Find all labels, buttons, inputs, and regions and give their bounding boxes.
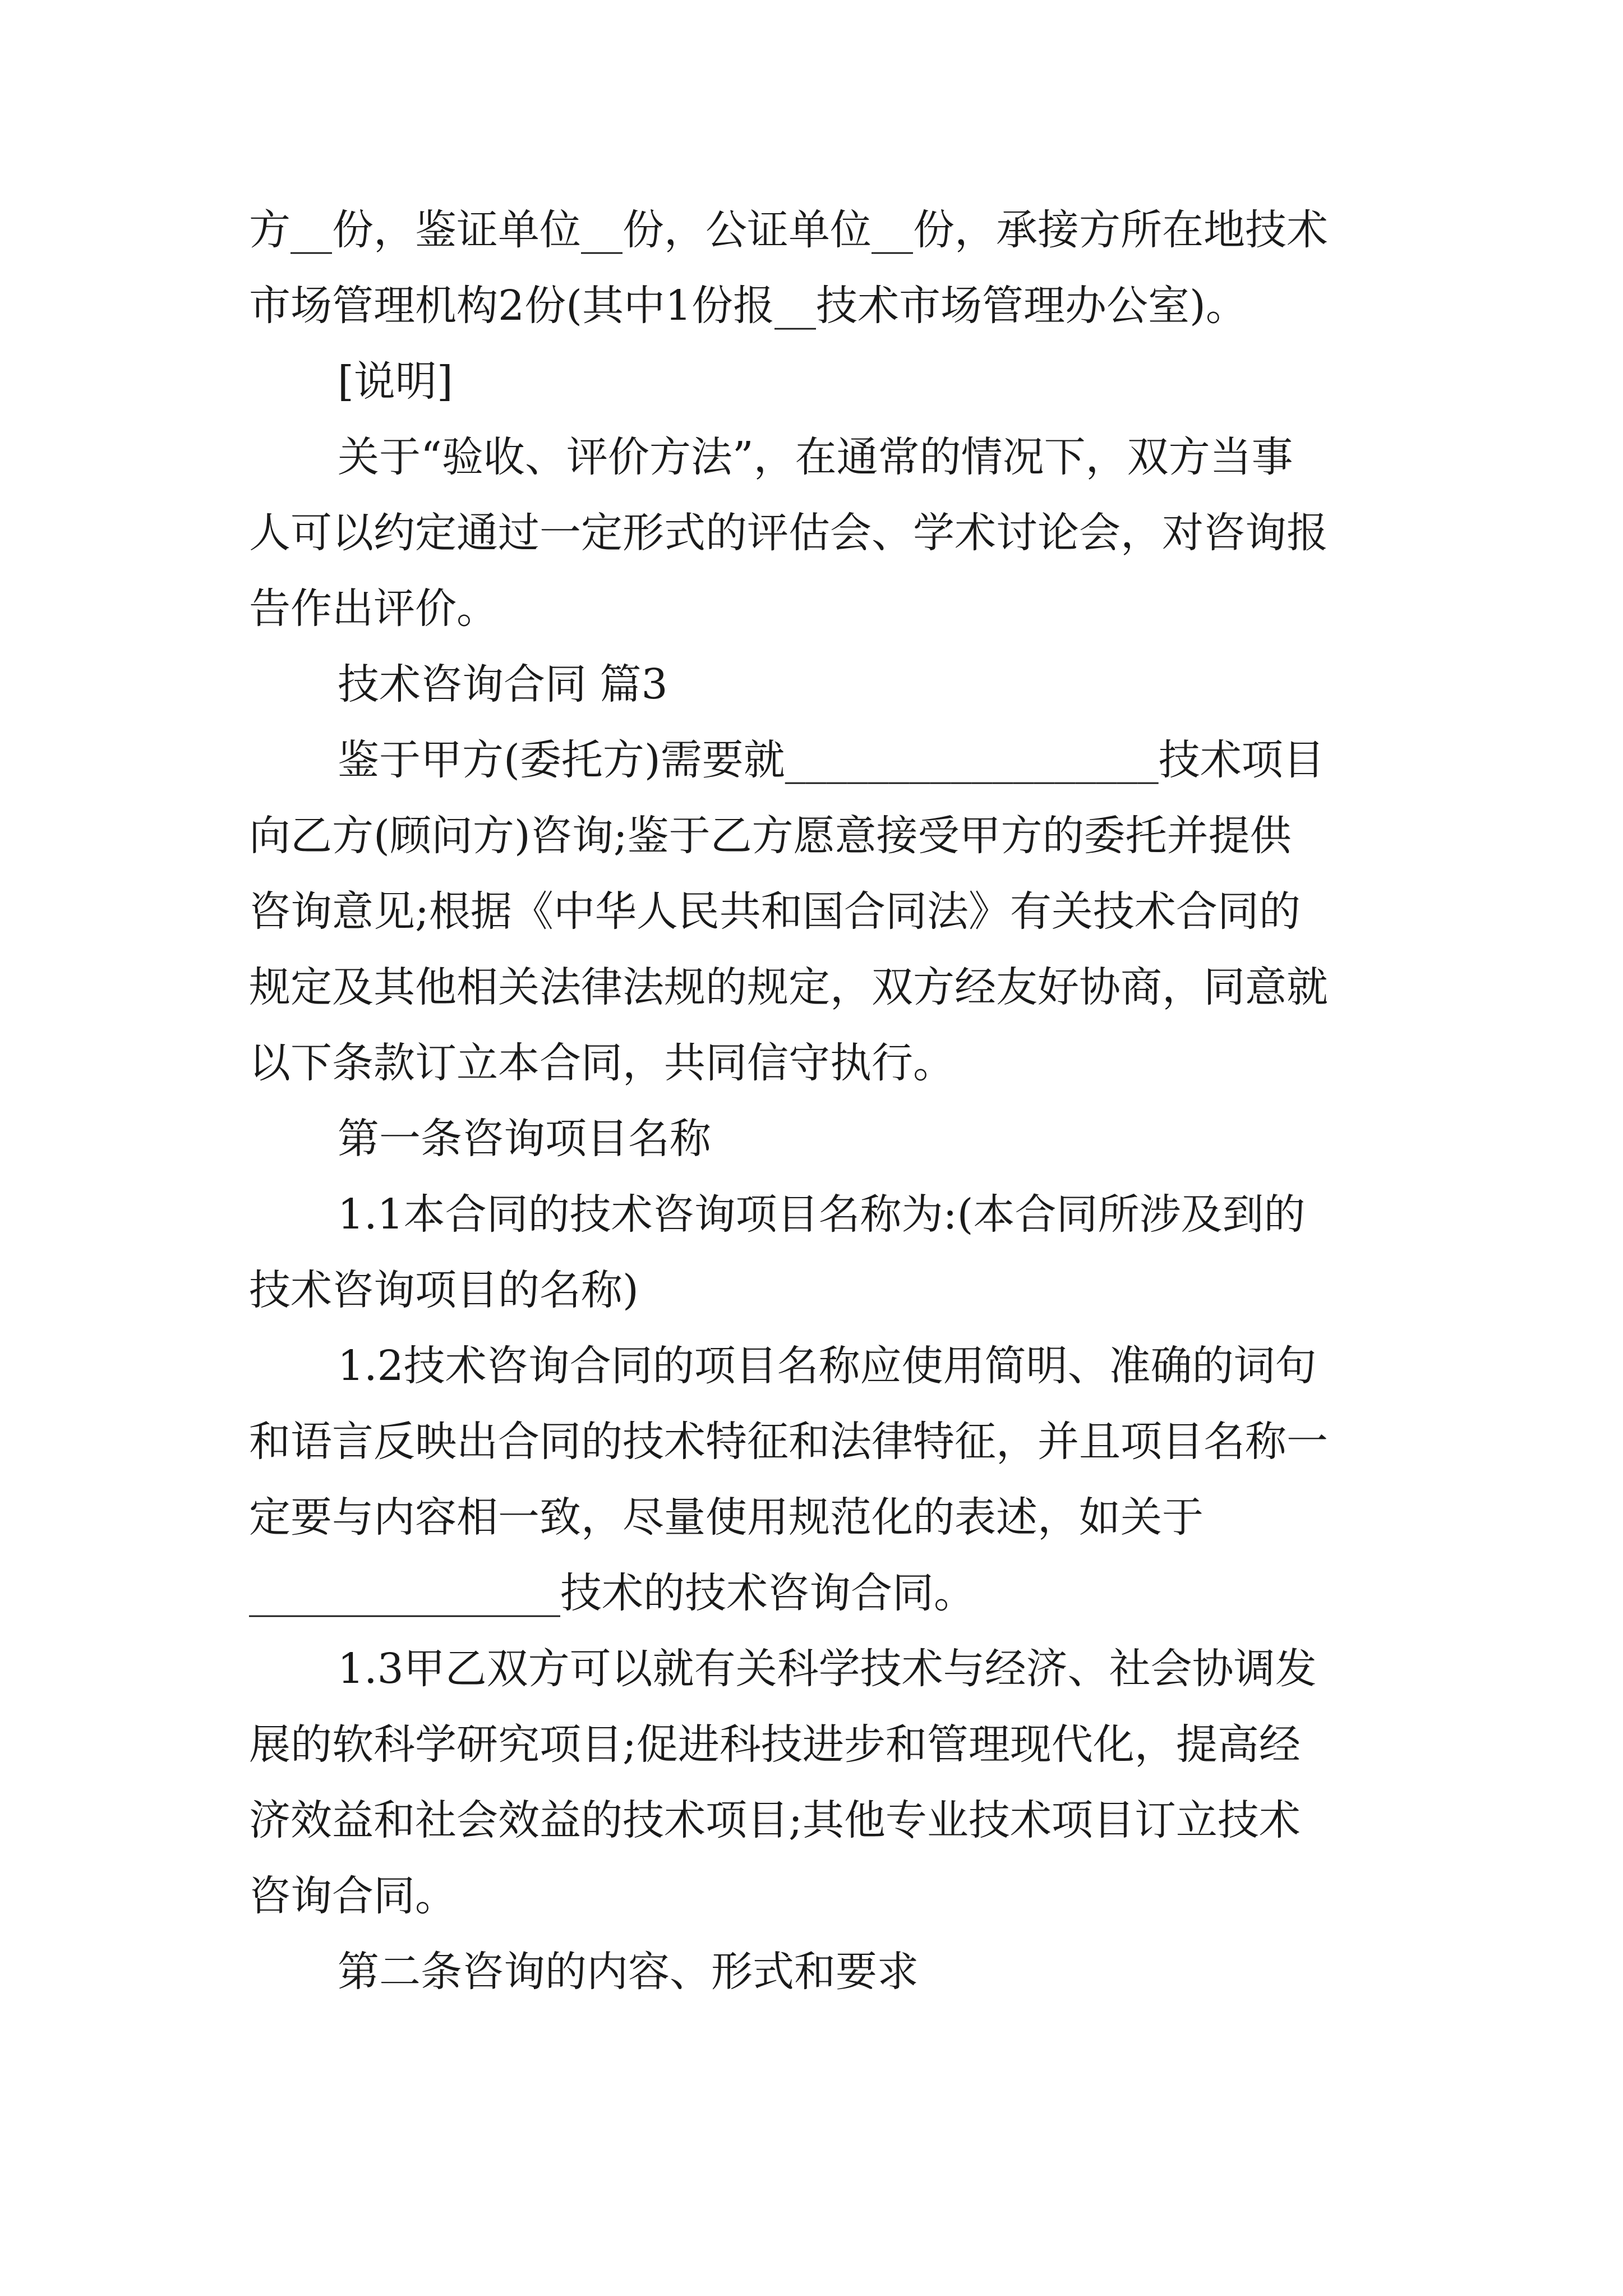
article-heading: 第二条咨询的内容、形式和要求 (338, 1948, 919, 1996)
text-line: 告作出评价。 (249, 585, 498, 633)
section-heading: 技术咨询合同 篇3 (338, 660, 668, 708)
text-line: 方__份，鉴证单位__份，公证单位__份，承接方所在地技术 (249, 206, 1328, 254)
article-heading: 第一条咨询项目名称 (338, 1115, 711, 1163)
text-line: 市场管理机构2份(其中1份报__技术市场管理办公室)。 (249, 282, 1247, 330)
text-line: 咨询合同。 (249, 1872, 457, 1920)
text-line: 人可以约定通过一定形式的评估会、学术讨论会，对咨询报 (249, 509, 1328, 557)
text-line: 济效益和社会效益的技术项目;其他专业技术项目订立技术 (249, 1796, 1301, 1844)
text-line: _______________技术的技术咨询合同。 (249, 1569, 975, 1617)
text-line: 1.1本合同的技术咨询项目名称为:(本合同所涉及到的 (338, 1190, 1306, 1239)
text-line: 关于“验收、评价方法”，在通常的情况下，双方当事 (338, 433, 1293, 481)
text-line: 1.2技术咨询合同的项目名称应使用简明、准确的词句 (338, 1342, 1317, 1390)
text-line: 1.3甲乙双方可以就有关科学技术与经济、社会协调发 (338, 1645, 1317, 1693)
text-line: 技术咨询项目的名称) (249, 1266, 639, 1314)
text-line: 向乙方(顾问方)咨询;鉴于乙方愿意接受甲方的委托并提供 (249, 812, 1292, 860)
text-line: 咨询意见;根据《中华人民共和国合同法》有关技术合同的 (249, 887, 1301, 936)
text-line: 以下条款订立本合同，共同信守执行。 (249, 1039, 955, 1087)
text-line: 展的软科学研究项目;促进科技进步和管理现代化，提高经 (249, 1720, 1301, 1769)
text-line: 鉴于甲方(委托方)需要就__________________技术项目 (338, 736, 1325, 784)
text-line: 定要与内容相一致，尽量使用规范化的表述，如关于 (249, 1493, 1204, 1542)
text-line: [说明] (338, 357, 453, 406)
text-line: 和语言反映出合同的技术特征和法律特征，并且项目名称一 (249, 1418, 1328, 1466)
text-line: 规定及其他相关法律法规的规定，双方经友好协商，同意就 (249, 963, 1328, 1011)
